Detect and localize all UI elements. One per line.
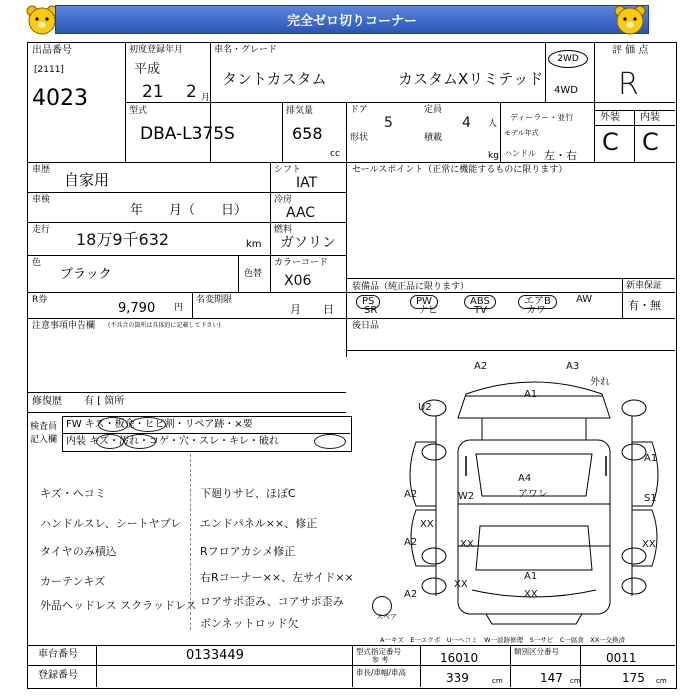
chassis-label: 車台番号	[38, 649, 78, 660]
ac-label: 冷房	[274, 195, 293, 205]
damage-mark-15: XX	[454, 579, 468, 590]
name-label: 車名・グレード	[214, 45, 278, 55]
class-no: 0011	[606, 651, 637, 665]
drive-4wd: 4WD	[554, 85, 578, 96]
note-left-3: タイヤのみ積込	[40, 545, 117, 558]
name-change-value: 月 日	[290, 303, 334, 316]
dims-label: 車長/車幅/車高	[356, 668, 407, 677]
damage-mark-12: XX	[420, 519, 434, 530]
bear-mascot-right-icon	[612, 4, 648, 36]
ext-label: 外装	[600, 112, 620, 123]
notes-label: 注意事項申告欄	[32, 321, 96, 331]
load-label: 積載	[424, 133, 443, 143]
type-ref-label: 参 考	[372, 656, 389, 664]
damage-mark-8: W2	[458, 491, 475, 502]
spare-label: スペア	[376, 613, 397, 621]
eval-value: R	[618, 67, 639, 102]
displacement: 658	[292, 124, 323, 143]
new-car-value: 有・無	[628, 299, 661, 312]
recycle: 9,790	[118, 301, 156, 316]
color-code-label: カラーコード	[274, 258, 329, 268]
history-label: 車歴	[32, 165, 51, 175]
ext-grade: C	[602, 128, 619, 156]
lot-label: 出品番号	[32, 45, 72, 56]
new-car-label: 新車保証	[626, 281, 663, 291]
width-unit: cm	[570, 677, 581, 685]
mileage-label: 走行	[32, 225, 51, 235]
height-unit: cm	[656, 677, 667, 685]
cap-label: 定員	[424, 105, 443, 115]
eval-label: 評 価 点	[612, 45, 649, 56]
color-label: 色	[32, 258, 42, 268]
damage-mark-11: A2	[404, 537, 418, 548]
reg-label: 登録番号	[38, 670, 78, 681]
name-change-label: 名変期限	[196, 295, 233, 305]
note-left-2: ハンドルスレ、シートヤブレ	[40, 517, 182, 530]
int-label: 内装	[640, 112, 660, 123]
damage-mark-13: A2	[404, 589, 418, 600]
color-change-label: 色替	[244, 269, 263, 279]
legend: A一キズ E一エクボ U一ヘコミ W一波跡修理 S一サビ C一腐食 XX一交換済	[380, 636, 626, 644]
equip-item-row2-3: TV	[474, 305, 487, 316]
kg-unit: kg	[488, 151, 499, 161]
yen-unit: 円	[174, 303, 184, 313]
note-right-5: ロアサポ歪み、コアサポ歪み	[200, 595, 344, 608]
damage-mark-1: A2	[474, 361, 488, 372]
chassis: 0133449	[186, 648, 244, 663]
equip-item-row2-2: ナビ	[418, 305, 438, 316]
damage-mark-3: 外れ	[590, 377, 610, 388]
model-label: 型式	[129, 106, 148, 116]
color-code: X06	[284, 273, 312, 289]
reg-year: 21	[142, 82, 164, 102]
equip-item-1: PS	[356, 295, 380, 309]
damage-mark-2: A3	[566, 361, 580, 372]
era: 平成	[134, 62, 161, 77]
color: ブラック	[60, 267, 112, 282]
equip-item-3: ABS	[464, 295, 496, 309]
drive-2wd-circle	[548, 50, 588, 68]
shape-label: 形状	[350, 133, 369, 143]
shift-label: シフト	[274, 165, 302, 175]
damage-mark-7: A4	[518, 473, 532, 484]
note-right-1: 下廻りサビ、ほぼC	[200, 487, 296, 500]
year-model-label: モデル年式	[504, 129, 539, 137]
inspection-label: 車検	[32, 195, 51, 205]
capacity: 4	[462, 115, 471, 131]
handle-label: ハンドル	[504, 149, 536, 158]
sales-label: セールスポイント（正常に機能するものに限ります）	[352, 165, 568, 175]
equip-item-row2-4: カワ	[526, 305, 546, 316]
note-right-2: エンドパネル××、修正	[200, 517, 318, 530]
note-left-5: 外品ヘッドレス スクラッドレス	[40, 599, 197, 612]
model-code: DBA-L375S	[140, 124, 235, 144]
page-banner	[55, 5, 649, 34]
damage-mark-18: A1	[644, 453, 658, 464]
damage-mark-19: XX	[642, 539, 656, 550]
type-no: 16010	[440, 651, 479, 665]
equip-item-row2-1: SR	[364, 305, 378, 316]
length-unit: cm	[492, 677, 503, 685]
width: 147	[540, 671, 563, 685]
equip-item-4: エアB	[518, 295, 557, 309]
damage-mark-10: S1	[644, 493, 657, 504]
mileage: 18万9千632	[76, 230, 170, 249]
grade: カスタムXリミテッド	[398, 70, 544, 88]
ac: AAC	[286, 205, 316, 221]
class-no-label: 類別区分番号	[514, 647, 559, 656]
month-unit: 月	[201, 93, 211, 103]
disp-label: 排気量	[286, 106, 314, 116]
fuel-label: 燃料	[274, 225, 293, 235]
car-name: タントカスタム	[222, 70, 327, 88]
inspector-row-2: 内装 キズ・汚れ・コゲ・穴・スレ・キレ・破れ	[66, 436, 279, 447]
fuel: ガソリン	[280, 235, 336, 251]
damage-mark-9: アワレ	[518, 489, 548, 500]
equip-item-5: AW	[576, 294, 593, 305]
cap-unit: 人	[488, 119, 498, 129]
km-unit: km	[246, 239, 262, 250]
type-no-label: 型式指定番号	[356, 647, 401, 656]
reg-month: 2	[186, 82, 197, 102]
int-grade: C	[642, 128, 659, 156]
inspector-label-1: 検査員	[30, 422, 58, 432]
note-right-3: Rフロアカシメ修正	[200, 545, 296, 558]
inspector-label-2: 記入欄	[30, 435, 58, 445]
damage-mark-14: XX	[460, 539, 474, 550]
doors: 5	[384, 115, 393, 131]
note-left-1: キズ・ヘコミ	[40, 487, 106, 500]
inspection: 年 月（ 日）	[130, 203, 248, 218]
repair-value: 有 [ 箇所	[84, 396, 125, 407]
door-label: ドア	[350, 105, 368, 115]
history: 自家用	[64, 171, 110, 189]
drive-2wd: 2WD	[557, 54, 579, 64]
equip-label: 装備品（純正品に限ります）	[352, 282, 470, 292]
lot-number: 4023	[32, 86, 88, 111]
damage-mark-4: U2	[418, 402, 432, 413]
note-left-4: カーテンキズ	[40, 575, 106, 588]
aftermarket-label: 後日品	[352, 321, 380, 331]
recycle-label: R券	[32, 295, 48, 305]
inspector-row-1: FW キズ・板金・ヒビ割・リペア跡・×要	[66, 419, 253, 430]
damage-mark-17: XX	[524, 589, 538, 600]
damage-mark-5: A1	[524, 389, 538, 400]
height: 175	[622, 671, 645, 685]
length: 339	[446, 671, 469, 685]
lot-sub: [2111]	[34, 65, 64, 75]
damage-mark-6: A2	[404, 489, 418, 500]
cc-unit: cc	[330, 149, 340, 159]
equip-item-2: PW	[410, 295, 438, 309]
note-right-4: 右Rコーナー××、左サイド××	[200, 571, 354, 584]
handle-opts: 左・右	[544, 149, 577, 162]
banner-title: 完全ゼロ切りコーナー	[286, 14, 417, 29]
repair-label: 修復歴	[32, 396, 62, 407]
note-right-6: ボンネットロッド欠	[200, 617, 299, 630]
notes-sub: (不具合の箇所は具体的に記載して下さい)	[108, 322, 221, 329]
dealer-label: ディーラー・並行	[510, 113, 574, 122]
damage-mark-16: A1	[524, 571, 538, 582]
shift: IAT	[296, 175, 318, 191]
first-reg-label: 初度登録年月	[129, 45, 184, 55]
